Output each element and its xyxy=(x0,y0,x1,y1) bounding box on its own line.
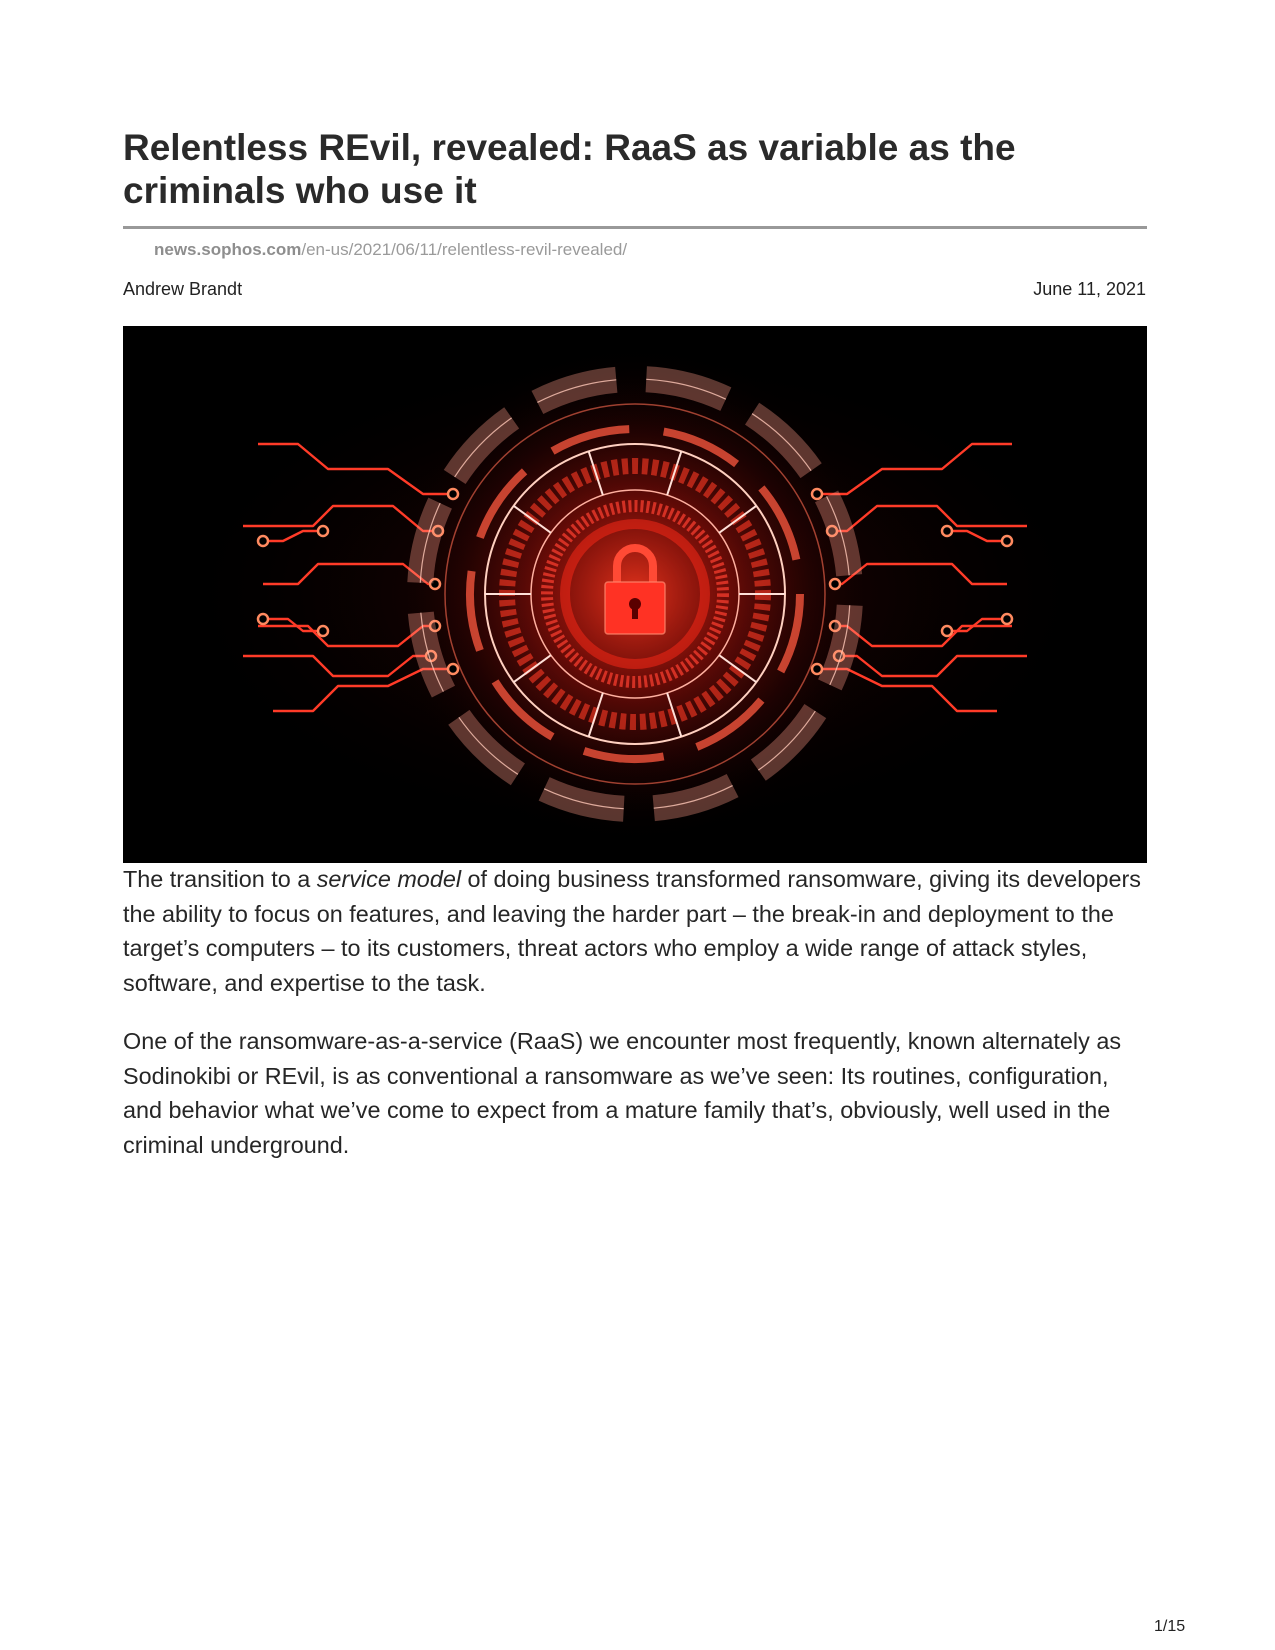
intro-emphasis: service model xyxy=(316,866,462,892)
article-title: Relentless REvil, revealed: RaaS as variable as the criminals who use it xyxy=(123,127,1016,211)
intro-text-start: The transition to a xyxy=(123,866,317,892)
intro-text-end: of doing business transformed ransomware, giving its developers the ability to focus on features, and leaving the harder part – the break-in and deployment to the target’s computers – to its customers, threat actors who employ a wide range of attack styles, software, and expertise to the task. xyxy=(123,866,1142,996)
source-path[interactable]: /en-us/2021/06/11/relentless-revil-revealed/ xyxy=(301,240,628,259)
source-domain[interactable]: news.sophos.com xyxy=(154,240,302,259)
cyber-lock-illustration xyxy=(123,326,1147,863)
hero-image xyxy=(123,326,1147,863)
second-paragraph: One of the ransomware-as-a-service (RaaS) we encounter most frequently, known alternately as Sodinokibi or REvil, is as conventional a ransomware as we’ve seen: Its routines, configuration, and behavior what we’ve come to expect from a mature family that’s, obviously, well used in the criminal underground. xyxy=(123,1028,1122,1158)
title-divider xyxy=(123,226,1147,229)
article-date: June 11, 2021 xyxy=(1033,279,1146,299)
intro-paragraph xyxy=(123,862,1153,1000)
page-number: 1/15 xyxy=(1154,1618,1186,1635)
article-author: Andrew Brandt xyxy=(123,279,243,299)
source-url[interactable] xyxy=(154,240,627,260)
